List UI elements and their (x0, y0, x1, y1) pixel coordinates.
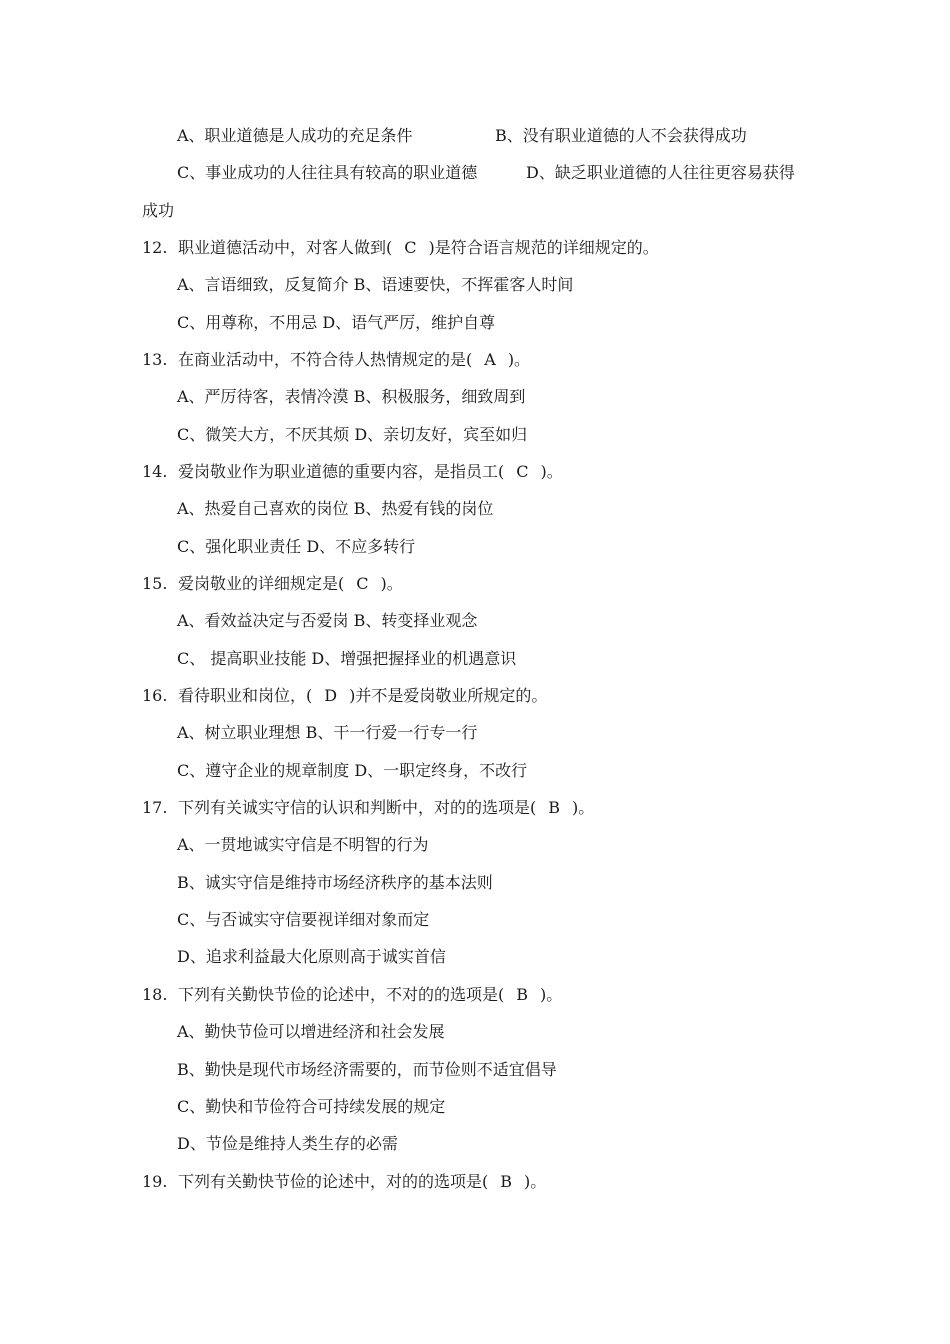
question-stem-end: )。 (380, 574, 403, 593)
question-number: 12. (142, 238, 168, 257)
answer: D (324, 686, 338, 705)
question-stem-end: )并不是爱岗敬业所规定的。 (349, 686, 548, 705)
question-17 (0, 796, 950, 820)
question-stem-end: )是符合语言规范的详细规定的。 (428, 238, 659, 257)
question-number: 15. (142, 574, 168, 593)
question-stem: 下列有关勤快节俭的论述中，对的的选项是( (178, 1172, 489, 1191)
option-line: A、勤快节俭可以增进经济和社会发展 (177, 1022, 445, 1041)
question-16 (0, 684, 950, 708)
option-line: D、节俭是维持人类生存的必需 (177, 1134, 398, 1153)
question-number: 18. (142, 985, 168, 1004)
option-line: C、用尊称，不用忌 D、语气严厉，维护自尊 (177, 313, 496, 332)
question-stem: 在商业活动中，不符合待人热情规定的是( (178, 350, 473, 369)
answer: C (404, 238, 417, 257)
option-line: C、遵守企业的规章制度 D、一职定终身，不改行 (177, 761, 528, 780)
question-number: 16. (142, 686, 168, 705)
option-line: C、与否诚实守信要视详细对象而定 (177, 910, 430, 929)
answer: B (500, 1172, 513, 1191)
question-stem: 下列有关诚实守信的认识和判断中，对的的选项是( (178, 798, 537, 817)
q11-options-row-2 (0, 161, 950, 185)
question-12 (0, 236, 950, 260)
question-stem-end: )。 (524, 1172, 547, 1191)
option-line: B、诚实守信是维持市场经济秩序的基本法则 (177, 873, 493, 892)
question-stem-end: )。 (540, 985, 563, 1004)
question-stem: 职业道德活动中，对客人做到( (178, 238, 393, 257)
question-number: 19. (142, 1172, 168, 1191)
option-line: A、看效益决定与否爱岗 B、转变择业观念 (177, 611, 478, 630)
option-line: A、树立职业理想 B、干一行爱一行专一行 (177, 723, 478, 742)
q11-option-b: B、没有职业道德的人不会获得成功 (495, 126, 747, 145)
option-line: B、勤快是现代市场经济需要的，而节俭则不适宜倡导 (177, 1060, 557, 1079)
option-line: C、勤快和节俭符合可持续发展的规定 (177, 1097, 446, 1116)
answer: C (356, 574, 369, 593)
option-line: A、热爱自己喜欢的岗位 B、热爱有钱的岗位 (177, 499, 494, 518)
q11-option-c: C、事业成功的人往往具有较高的职业道德 (177, 163, 478, 182)
q11-option-a: A、职业道德是人成功的充足条件 (177, 126, 413, 145)
question-stem: 下列有关勤快节俭的论述中，不对的的选项是( (178, 985, 505, 1004)
option-line: C、强化职业责任 D、不应多转行 (177, 537, 416, 556)
question-18 (0, 983, 950, 1007)
answer: B (516, 985, 529, 1004)
question-stem-end: )。 (507, 350, 531, 369)
question-stem: 看待职业和岗位，( (178, 686, 313, 705)
option-line: C、 提高职业技能 D、增强把握择业的机遇意识 (177, 649, 517, 668)
question-19 (0, 1170, 950, 1194)
option-line: A、言语细致，反复简介 B、语速要快，不挥霍客人时间 (177, 275, 574, 294)
option-line: D、追求利益最大化原则高于诚实首信 (177, 947, 446, 966)
question-number: 14. (142, 462, 168, 481)
question-14 (0, 460, 950, 484)
question-13 (0, 348, 950, 372)
answer: B (548, 798, 561, 817)
question-15 (0, 572, 950, 596)
question-stem: 爱岗敬业作为职业道德的重要内容，是指员工( (178, 462, 505, 481)
question-number: 13. (142, 350, 168, 369)
question-stem: 爱岗敬业的详细规定是( (178, 574, 345, 593)
answer: A (484, 350, 496, 369)
option-line: C、微笑大方，不厌其烦 D、亲切友好，宾至如归 (177, 425, 528, 444)
q11-options-row-1 (0, 124, 950, 148)
question-stem-end: )。 (540, 462, 563, 481)
question-stem-end: )。 (572, 798, 595, 817)
q11-option-d-continuation: 成功 (142, 201, 175, 220)
q11-option-d: D、缺乏职业道德的人往往更容易获得 (526, 163, 795, 182)
answer: C (516, 462, 529, 481)
question-number: 17. (142, 798, 168, 817)
option-line: A、严厉待客，表情冷漠 B、积极服务，细致周到 (177, 387, 526, 406)
option-line: A、一贯地诚实守信是不明智的行为 (177, 835, 429, 854)
